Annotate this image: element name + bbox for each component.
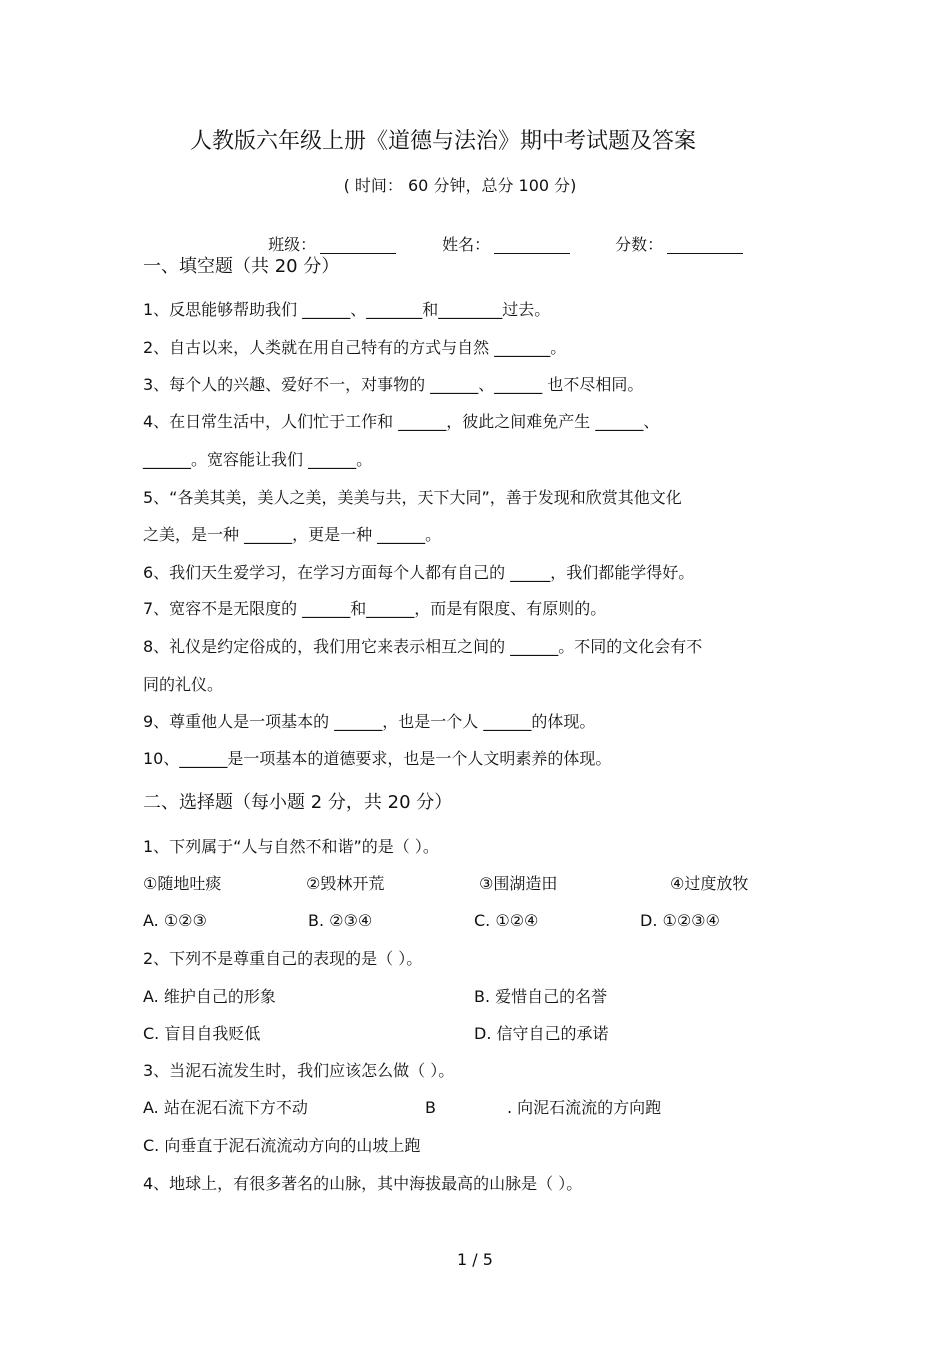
question-line: 9、尊重他人是一项基本的 ______，也是一个人 ______的体现。 bbox=[143, 712, 596, 731]
page-number: 1 / 5 bbox=[457, 1250, 493, 1269]
score-field bbox=[605, 212, 743, 256]
question-stem: 2、下列不是尊重自己的表现的是（ ）。 bbox=[143, 949, 423, 968]
question-line: 10、______是一项基本的道德要求，也是一个人文明素养的体现。 bbox=[143, 749, 612, 768]
section-heading-fill-blank: 一、填空题（共 20 分） bbox=[143, 256, 340, 277]
name-field bbox=[432, 212, 570, 256]
question-line: 5、“各美其美，美人之美，美美与共，天下大同”，善于发现和欣赏其他文化 bbox=[143, 488, 682, 507]
answer-option: D. ①②③④ bbox=[640, 911, 720, 930]
choice-item: ①随地吐痰 bbox=[143, 874, 222, 893]
class-label: 班级： bbox=[268, 235, 317, 254]
question-line: 之美，是一种 ______，更是一种 ______。 bbox=[143, 525, 442, 544]
question-stem: 4、地球上，有很多著名的山脉，其中海拔最高的山脉是（ ）。 bbox=[143, 1174, 583, 1193]
question-line: 7、宽容不是无限度的 ______和______，而是有限度、有原则的。 bbox=[143, 599, 607, 618]
answer-option: C. ①②④ bbox=[474, 911, 539, 930]
answer-option: D. 信守自己的承诺 bbox=[474, 1024, 609, 1043]
class-field bbox=[258, 212, 396, 256]
class-blank bbox=[320, 237, 396, 254]
section-heading-multiple-choice: 二、选择题（每小题 2 分，共 20 分） bbox=[143, 792, 453, 813]
answer-option: C. 盲目自我贬低 bbox=[143, 1024, 261, 1043]
question-line: 4、在日常生活中，人们忙于工作和 ______，彼此之间难免产生 ______、 bbox=[143, 412, 660, 431]
exam-info: ( 时间： 60 分钟，总分 100 分) bbox=[343, 176, 577, 195]
question-line: 3、每个人的兴趣、爱好不一，对事物的 ______、______ 也不尽相同。 bbox=[143, 375, 644, 394]
answer-option: A. 维护自己的形象 bbox=[143, 987, 276, 1006]
question-line: ______。宽容能让我们 ______。 bbox=[143, 450, 373, 469]
question-line: 1、反思能够帮助我们 ______、_______和________过去。 bbox=[143, 300, 551, 319]
question-stem: 1、下列属于“人与自然不和谐”的是（ ）。 bbox=[143, 837, 439, 856]
question-line: 2、自古以来，人类就在用自己特有的方式与自然 _______。 bbox=[143, 338, 567, 357]
question-line: 6、我们天生爱学习，在学习方面每个人都有自己的 _____，我们都能学得好。 bbox=[143, 563, 695, 582]
answer-option: A. ①②③ bbox=[143, 911, 207, 930]
name-blank bbox=[494, 237, 570, 254]
answer-option: C. 向垂直于泥石流流动方向的山坡上跑 bbox=[143, 1136, 421, 1155]
answer-option-letter: B bbox=[425, 1098, 436, 1117]
choice-item: ②毁林开荒 bbox=[306, 874, 385, 893]
name-label: 姓名： bbox=[442, 235, 491, 254]
answer-option: . 向泥石流流的方向跑 bbox=[507, 1098, 662, 1117]
answer-option: B. 爱惜自己的名誉 bbox=[474, 987, 608, 1006]
score-blank bbox=[667, 237, 743, 254]
document-title: 人教版六年级上册《道德与法治》期中考试题及答案 bbox=[189, 129, 696, 154]
choice-item: ③围湖造田 bbox=[479, 874, 558, 893]
question-line: 同的礼仪。 bbox=[143, 675, 224, 694]
score-label: 分数： bbox=[615, 235, 664, 254]
answer-option: A. 站在泥石流下方不动 bbox=[143, 1098, 308, 1117]
question-stem: 3、当泥石流发生时，我们应该怎么做（ ）。 bbox=[143, 1061, 455, 1080]
answer-option: B. ②③④ bbox=[308, 911, 373, 930]
question-line: 8、礼仪是约定俗成的，我们用它来表示相互之间的 ______。不同的文化会有不 bbox=[143, 637, 703, 656]
choice-item: ④过度放牧 bbox=[670, 874, 749, 893]
